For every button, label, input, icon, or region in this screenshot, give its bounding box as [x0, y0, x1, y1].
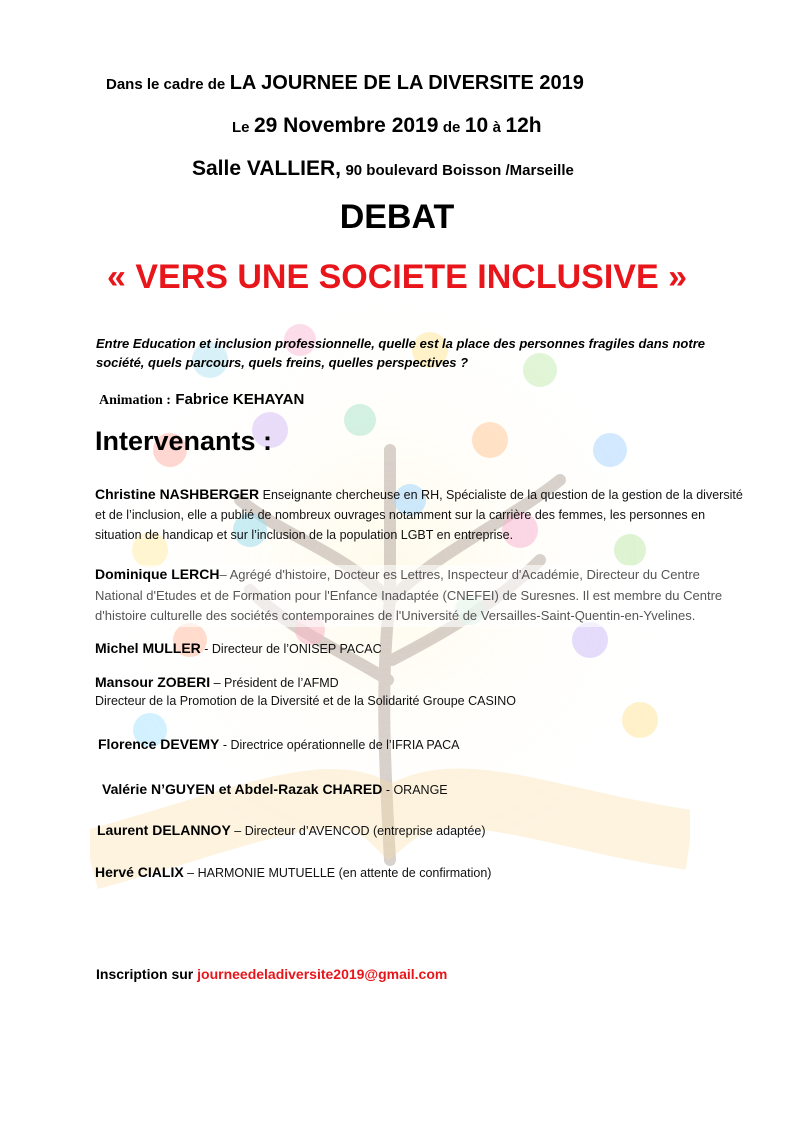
- event-line: [106, 72, 584, 95]
- inscription-line: [96, 966, 447, 982]
- speaker-desc: - Directeur de l’ONISEP PACAC: [200, 642, 382, 656]
- date-a: à: [492, 119, 501, 136]
- speaker-name: Florence DEVEMY: [98, 736, 220, 752]
- date-value: 29 Novembre 2019: [253, 114, 439, 137]
- speaker-name: Christine NASHBERGER: [95, 486, 260, 502]
- speaker-desc: Enseignante chercheuse en RH, Spécialiste de la question de la gestion de la diversité et de l’inclusion, elle a publié de nombreux ouvrages notamment sur la carrière des femmes, les personnes en situation de handicap et sur l’inclusion de la population LGBT en entreprise.: [95, 488, 743, 542]
- speaker-entry: [98, 734, 750, 755]
- speaker-name: Valérie N’GUYEN et Abdel-Razak CHARED: [102, 781, 383, 797]
- date-le: Le: [232, 119, 250, 136]
- venue-address: 90 boulevard Boisson /Marseille: [345, 162, 574, 179]
- debate-theme: « VERS UNE SOCIETE INCLUSIVE »: [106, 258, 688, 296]
- speaker-entry: [95, 638, 747, 659]
- speaker-desc: - ORANGE: [382, 783, 448, 797]
- animation-label: Animation :: [99, 393, 171, 408]
- date-de: de: [442, 119, 461, 136]
- speaker-name: Dominique LERCH: [95, 566, 220, 582]
- venue-line: [192, 157, 574, 181]
- event-prefix: Dans le cadre de: [106, 76, 226, 93]
- time-start: 10: [464, 114, 489, 137]
- time-end: 12h: [505, 114, 542, 137]
- speaker-desc: – HARMONIE MUTUELLE (en attente de confirmation): [183, 866, 492, 880]
- speaker-desc: – Agrégé d'histoire, Docteur es Lettres, Inspecteur d'Académie, Directeur du Centre National d'Etudes et de Formation pour l'Enfance Inadaptée (CNEFEI) de Suresnes. Il est membre du Centre d'histoire culturelle des sociétés contemporaines de l'Université de Versailles-Saint-Quentin-en-Yvelines.: [95, 567, 723, 623]
- debate-heading: DEBAT: [339, 198, 455, 236]
- speaker-entry: [95, 673, 747, 710]
- speaker-entry: [102, 779, 754, 800]
- speaker-desc: – Directeur d’AVENCOD (entreprise adaptée): [230, 824, 486, 838]
- speakers-title: Intervenants :: [95, 426, 273, 456]
- speaker-name: Hervé CIALIX: [95, 864, 184, 880]
- speaker-entry: [95, 484, 747, 545]
- venue-name: Salle VALLIER,: [192, 157, 341, 180]
- inscription-email-link[interactable]: journeedeladiversite2019@gmail.com: [197, 966, 448, 982]
- speaker-name: Michel MULLER: [95, 640, 201, 656]
- animation-line: [99, 391, 304, 409]
- intro-paragraph: Entre Education et inclusion professionnelle, quelle est la place des personnes fragiles dans notre société, quels parcours, quels freins, quelles perspectives ?: [96, 336, 705, 370]
- inscription-label: Inscription sur: [96, 966, 194, 982]
- speaker-name: Laurent DELANNOY: [97, 822, 231, 838]
- speaker-desc: - Directrice opérationnelle de l’IFRIA PACA: [219, 738, 460, 752]
- speaker-entry: [95, 862, 747, 883]
- animation-name: Fabrice KEHAYAN: [175, 391, 305, 408]
- event-title: LA JOURNEE DE LA DIVERSITE 2019: [229, 72, 584, 94]
- speaker-desc: – Président de l’AFMD: [210, 676, 339, 690]
- speaker-desc-extra: Directeur de la Promotion de la Diversité et de la Solidarité Groupe CASINO: [95, 694, 517, 708]
- speaker-entry: [95, 565, 747, 627]
- date-line: [232, 114, 542, 138]
- speaker-entry: [97, 820, 749, 841]
- speaker-name: Mansour ZOBERI: [95, 674, 211, 690]
